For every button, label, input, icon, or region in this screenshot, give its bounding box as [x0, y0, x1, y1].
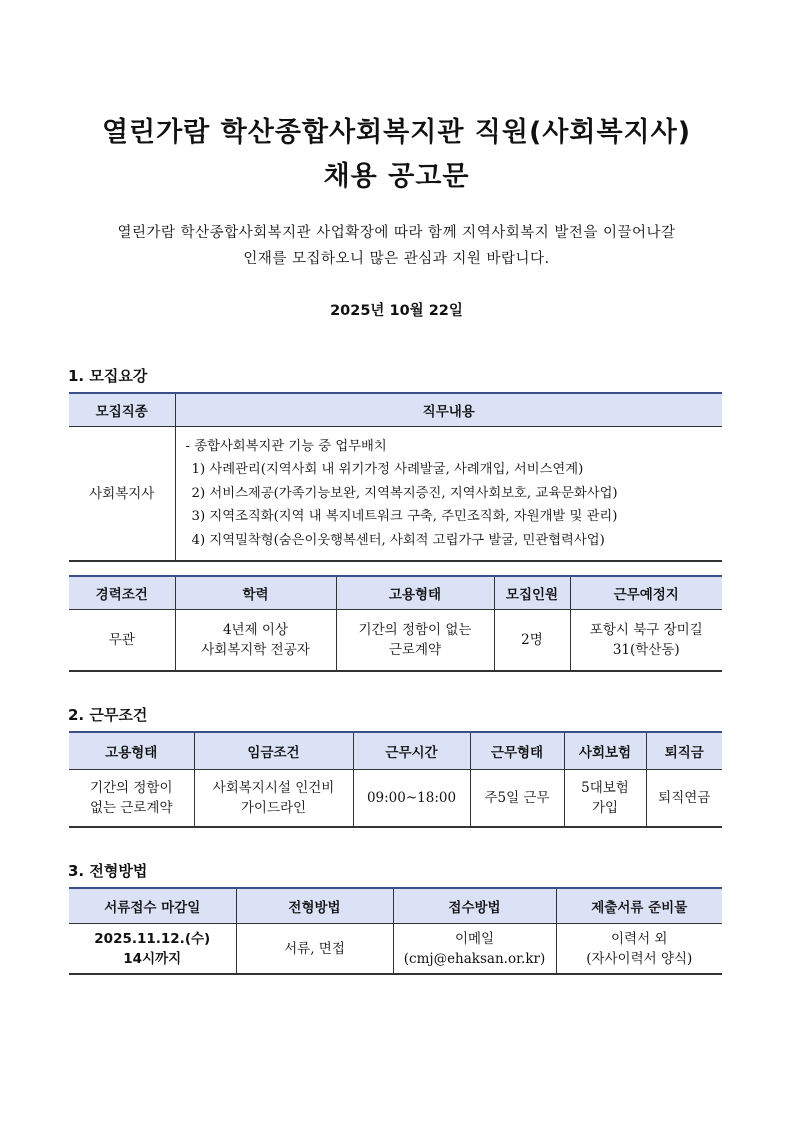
cell-line: 31(학산동) [612, 642, 680, 658]
employment-type-cell [336, 610, 494, 672]
work-conditions-table [69, 731, 722, 828]
header-cell: 학력 [175, 576, 336, 610]
intro-line2: 인재를 모집하오니 많은 관심과 지원 바랍니다. [243, 251, 550, 267]
table-row [69, 770, 722, 828]
section-heading-work-conditions: 2. 근무조건 [68, 706, 148, 724]
recruitment-duty-table [69, 392, 722, 562]
header-cell: 직무내용 [175, 393, 722, 427]
header-cell: 사회보험 [564, 732, 646, 770]
education-cell [175, 610, 336, 672]
header-cell: 고용형태 [69, 732, 194, 770]
header-cell: 전형방법 [236, 888, 393, 924]
table-header-row [69, 732, 722, 770]
section-heading-selection: 3. 전형방법 [68, 862, 148, 880]
cell-line: 5대보험 [581, 780, 629, 796]
page-title-line1: 열린가람 학산종합사회복지관 직원(사회복지사) [101, 117, 692, 148]
severance-cell: 퇴직연금 [646, 770, 722, 828]
experience-cell: 무관 [69, 610, 175, 672]
header-cell: 경력조건 [69, 576, 175, 610]
selection-method-cell: 서류, 면접 [236, 924, 393, 975]
header-cell: 임금조건 [194, 732, 353, 770]
deadline-cell [69, 924, 236, 975]
employment-type-cell [69, 770, 194, 828]
cell-line: 가이드라인 [240, 800, 307, 816]
table-row [69, 924, 722, 975]
header-cell: 접수방법 [393, 888, 556, 924]
insurance-cell [564, 770, 646, 828]
cell-line: 이메일 [454, 930, 495, 947]
cell-line: (cmj@ehaksan.or.kr) [403, 950, 546, 967]
header-cell: 모집인원 [494, 576, 570, 610]
cell-line: 가입 [591, 800, 619, 816]
duty-line: - 종합사회복지관 기능 중 업무배치 [185, 438, 387, 454]
location-cell [570, 610, 722, 672]
wage-cell [194, 770, 353, 828]
selection-method-table [69, 887, 722, 975]
duty-line: 3) 지역조직화(지역 내 복지네트워크 구축, 주민조직화, 자원개발 및 관리) [191, 509, 618, 525]
cell-line: 사회복지시설 인건비 [212, 780, 335, 796]
page-title-line2: 채용 공고문 [323, 161, 470, 192]
work-type-cell: 주5일 근무 [470, 770, 564, 828]
work-hours-cell: 09:00~18:00 [353, 770, 470, 828]
recruitment-condition-table [69, 575, 722, 672]
documents-cell [556, 924, 722, 975]
section-heading-recruitment: 1. 모집요강 [68, 367, 148, 385]
header-cell: 서류접수 마감일 [69, 888, 236, 924]
intro-line1: 열린가람 학산종합사회복지관 사업확장에 따라 함께 지역사회복지 발전을 이끌어나갈 [117, 225, 676, 241]
cell-line: 14시까지 [123, 950, 182, 967]
header-cell: 모집직종 [69, 393, 175, 427]
header-cell: 퇴직금 [646, 732, 722, 770]
header-cell: 근무형태 [470, 732, 564, 770]
cell-line: (자사이력서 양식) [586, 950, 693, 967]
duties-cell [175, 427, 722, 562]
announcement-date: 2025년 10월 22일 [330, 303, 463, 319]
duty-line: 1) 사례관리(지역사회 내 위기가정 사례발굴, 사례개입, 서비스연계) [191, 462, 584, 478]
cell-line: 기간의 정함이 [89, 780, 173, 796]
header-cell: 근무예정지 [570, 576, 722, 610]
duty-line: 4) 지역밀착형(숨은이웃행복센터, 사회적 고립가구 발굴, 민관협력사업) [191, 532, 605, 548]
cell-line: 4년제 이상 [222, 622, 289, 638]
application-method-cell [393, 924, 556, 975]
cell-line: 사회복지학 전공자 [201, 642, 310, 658]
header-cell: 제출서류 준비물 [556, 888, 722, 924]
cell-line: 2025.11.12.(수) [94, 930, 211, 947]
role-cell: 사회복지사 [69, 427, 175, 562]
cell-line: 이력서 외 [611, 930, 668, 947]
table-header-row [69, 393, 722, 427]
table-row [69, 610, 722, 672]
table-header-row [69, 888, 722, 924]
table-header-row [69, 576, 722, 610]
headcount-cell: 2명 [494, 610, 570, 672]
cell-line: 기간의 정함이 없는 [358, 622, 472, 638]
duty-line: 2) 서비스제공(가족기능보완, 지역복지증진, 지역사회보호, 교육문화사업) [191, 485, 618, 501]
table-row [69, 427, 722, 562]
cell-line: 포항시 북구 장미길 [589, 622, 703, 638]
cell-line: 근로계약 [388, 642, 442, 658]
header-cell: 근무시간 [353, 732, 470, 770]
cell-line: 없는 근로계약 [89, 800, 173, 816]
header-cell: 고용형태 [336, 576, 494, 610]
